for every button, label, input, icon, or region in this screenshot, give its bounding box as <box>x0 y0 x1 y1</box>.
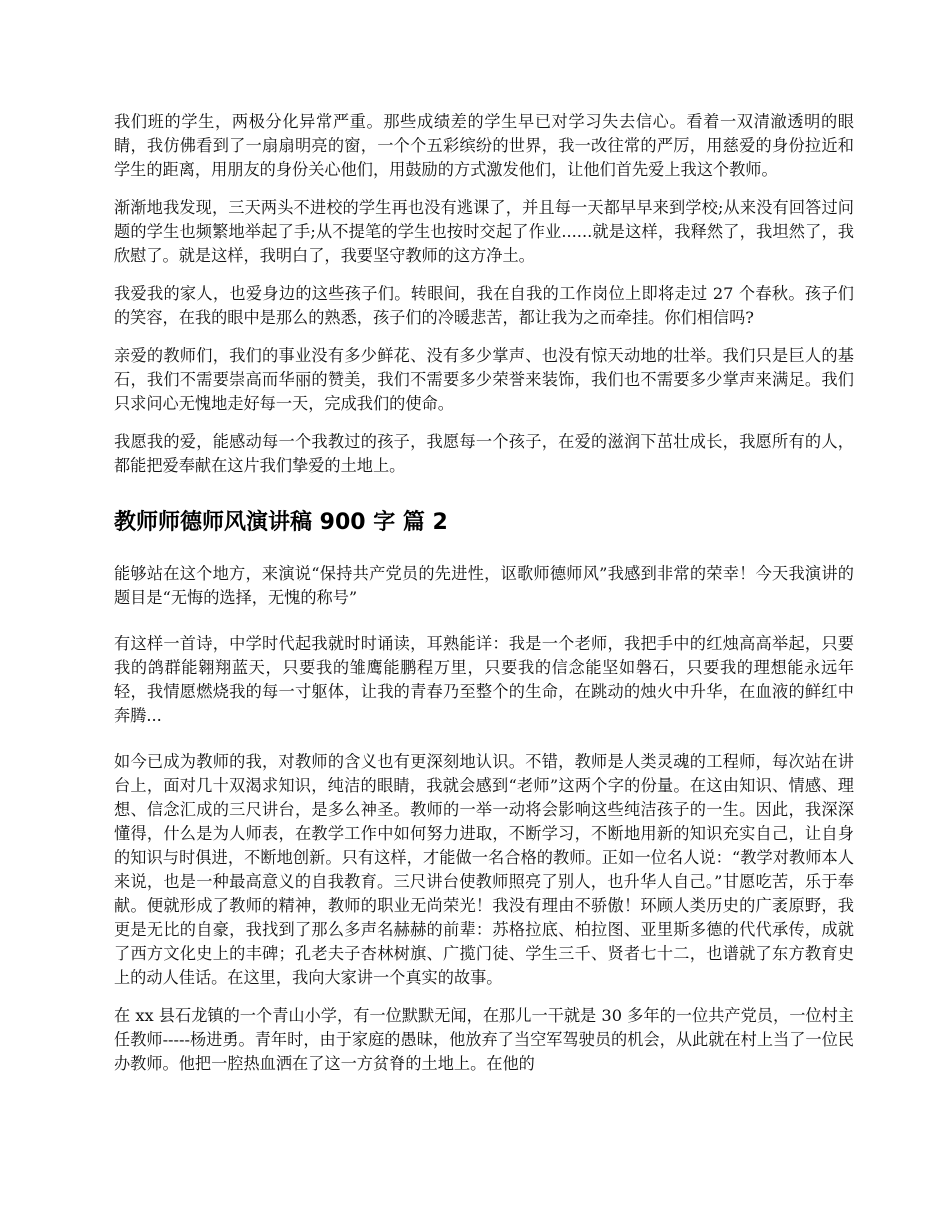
paragraph: 我们班的学生，两极分化异常严重。那些成绩差的学生早已对学习失去信心。看着一双清澈透明的眼睛，我仿佛看到了一扇扇明亮的窗，一个个五彩缤纷的世界，我一改往常的严厉，用慈爱的身份拉近和学生的距离，用朋友的身份关心他们，用鼓励的方式激发他们，让他们首先爱上我这个教师。 <box>114 112 854 179</box>
paragraph: 我愿我的爱，能感动每一个我教过的孩子，我愿每一个孩子，在爱的滋润下茁壮成长，我愿所有的人，都能把爱奉献在这片我们挚爱的土地上。 <box>114 432 854 475</box>
paragraph: 我爱我的家人，也爱身边的这些孩子们。转眼间，我在自我的工作岗位上即将走过 27 个春秋。孩子们的笑容，在我的眼中是那么的熟悉，孩子们的冷暖悲苦，都让我为之而牵挂。你们相信吗? <box>114 284 854 327</box>
paragraph: 如今已成为教师的我，对教师的含义也有更深刻地认识。不错，教师是人类灵魂的工程师，每次站在讲台上，面对几十双渴求知识，纯洁的眼睛，我就会感到“老师”这两个字的份量。在这由知识、情感、理想、信念汇成的三尺讲台，是多么神圣。教师的一举一动将会影响这些纯洁孩子的一生。因此，我深深懂得，什么是为人师表，在教学工作中如何努力进取，不断学习，不断地用新的知识充实自己，让自身的知识与时俱进，不断地创新。只有这样，才能做一名合格的教师。正如一位名人说：“教学对教师本人来说，也是一种最高意义的自我教育。三尺讲台使教师照亮了别人，也升华人自己。”甘愿吃苦，乐于奉献。便就形成了教师的精神，教师的职业无尚荣光！我没有理由不骄傲！环顾人类历史的广袤原野，我更是无比的自豪，我找到了那么多声名赫赫的前辈：苏格拉底、柏拉图、亚里斯多德的代代承传，成就了西方文化史上的丰碑；孔老夫子杏林树旗、广揽门徒、学生三千、贤者七十二，也谱就了东方教育史上的动人佳话。在这里，我向大家讲一个真实的故事。 <box>114 752 854 987</box>
paragraph: 渐渐地我发现，三天两头不进校的学生再也没有逃课了，并且每一天都早早来到学校;从来没有回答过问题的学生也频繁地举起了手;从不提笔的学生也按时交起了作业......就是这样，我释然了，我坦然了，我欣慰了。就是这样，我明白了，我要坚守教师的这方净土。 <box>114 198 854 265</box>
paragraph: 亲爱的教师们，我们的事业没有多少鲜花、没有多少掌声、也没有惊天动地的壮举。我们只是巨人的基石，我们不需要崇高而华丽的赞美，我们不需要多少荣誉来装饰，我们也不需要多少掌声来满足。我们只求问心无愧地走好每一天，完成我们的使命。 <box>114 346 854 413</box>
section-heading: 教师师德师风演讲稿 900 字 篇 2 <box>114 510 448 535</box>
document-page <box>114 110 854 1090</box>
paragraph: 在 xx 县石龙镇的一个青山小学，有一位默默无闻，在那儿一干就是 30 多年的一位共产党员，一位村主任教师-----杨进勇。青年时，由于家庭的愚昧，他放弃了当空军驾驶员的机会，从此就在村上当了一位民办教师。他把一腔热血洒在了这一方贫脊的土地上。在他的 <box>114 1006 854 1073</box>
paragraph: 有这样一首诗，中学时代起我就时时诵读，耳熟能详：我是一个老师，我把手中的红烛高高举起，只要我的鸽群能翱翔蓝天，只要我的雏鹰能鹏程万里，只要我的信念能坚如磐石，只要我的理想能永远年轻，我情愿燃烧我的每一寸躯体，让我的青春乃至整个的生命，在跳动的烛火中升华，在血液的鲜红中奔腾... <box>114 634 854 725</box>
paragraph: 能够站在这个地方，来演说“保持共产党员的先进性，讴歌师德师风”我感到非常的荣幸！今天我演讲的题目是“无悔的选择，无愧的称号” <box>114 564 854 607</box>
